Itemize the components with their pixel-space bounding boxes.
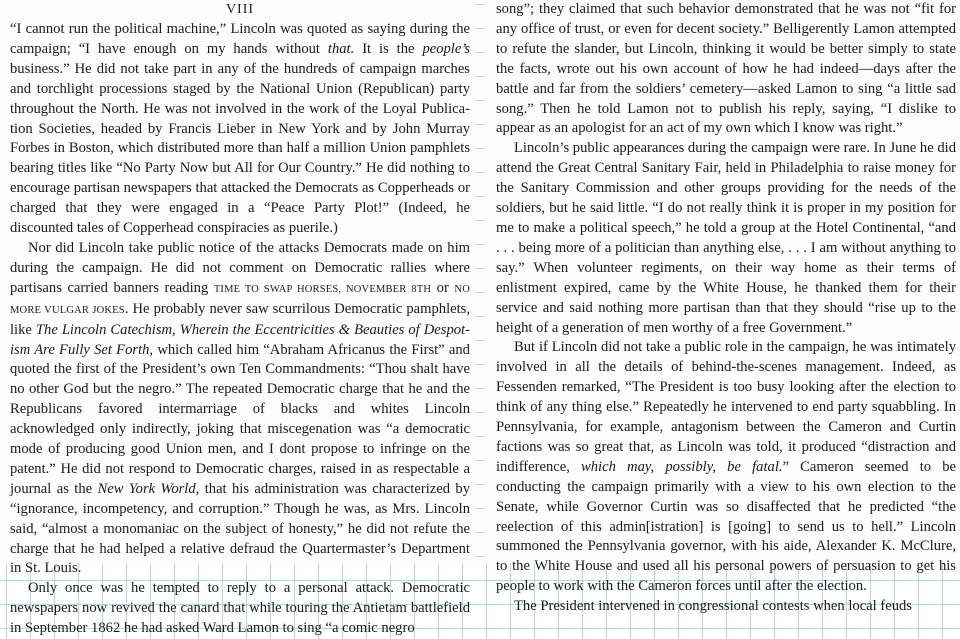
- text-span: Lincoln’s public appearances during the campaign were rare. In June he did attend the Great Central Sanitary Fair, held in Philadelphia to raise money for the Sanitary Commission and other groups providing for the needs of the soldiers, but he said little. “I do not really think it is proper in my position for me to make a political speech,” he told a group at the Hotel Continental, “and . . . being more of a politician than anything else, . . . I am without anything to say.” When volunteer regiments, on their way home as their terms of enlistment expired, came by the White House, he thanked them for their service and said nothing more partisan than that they should “rise up to the height of a generation of men worthy of a free Government.”: [496, 140, 956, 336]
- paragraph-4-right: [496, 597, 956, 617]
- text-span: “I cannot run the political machine,” Lincoln was quoted as saying during the campaign; “I have enough on my hands without: [10, 21, 470, 57]
- text-span: ” Cameron seemed to be conducting the campaign primarily with a view to his own election to the Senate, while Governor Curtin was so disaffected that he predicted “the reelection of this admin[istration] is [going] to send us to hell.” Lincoln summoned the Pennsylvania governor, with his aide, Alexander K. McClure, to the White House and used all his personal powers of persuasion to get his people to work with the Cameron forces until after the election.: [496, 458, 957, 595]
- paragraph-2-left: [10, 239, 470, 579]
- text-span: or: [431, 279, 455, 296]
- italic-text: which may, possibly, be fatal.: [581, 458, 783, 475]
- small-caps-text: TIME TO SWAP HORSES, NOVEMBER 8TH: [213, 283, 432, 295]
- page-header: VIII: [225, 2, 255, 17]
- italic-text: The Lincoln Catechism, Wherein the Eccentricities & Beauties of Despotism Are Fully Set Forth,: [10, 321, 470, 358]
- text-span: song”; they claimed that such behavior demonstrated that he was not “fit for any office of trust, or even for decent society.” Belligerently Lamon attempted to refute the slander, but Lincoln, thinking it would be better simply to state the facts, wrote out his own account of how he had indeed—days after the battle and far from the soldiers’ cemetery—asked Lamon to sing “a little sad song.” Then he told Lamon not to publish his reply, saying, “I dislike to appear as an apologist for an act of my own which I know was right.”: [496, 1, 956, 137]
- paragraph-2-right: [496, 139, 956, 338]
- italic-text: that.: [327, 40, 355, 57]
- text-span: business.” He did not take part in any of the hundreds of campaign marches and torchlight processions staged by the National Union (Republican) party throughout the North. He was not involved in the work of the Loyal Publication Societies, headed by Francis Lieber in New York and by John Murray Forbes in Boston, which distributed more than half a million Union pamphlets bearing titles like “No Party Now but All for Our Country.” He did nothing to encourage partisan newspapers that attacked the Democrats as Copperheads or charged that they were engaged in a “Peace Party Plot!” (Indeed, he discounted tales of Copperhead conspiracies as puerile.): [10, 60, 470, 237]
- italic-text: New York World,: [97, 480, 200, 497]
- paragraph-1-right: [496, 0, 956, 139]
- text-span: But if Lincoln did not take a public role in the campaign, he was intimately involved in all the details of behind-the-scenes management. Indeed, as Fessenden remarked, “The President is too busy looking after the election to think of any thing else.” Repeatedly he intervened to end party squabbling. In Pennsylvania, for example, antagonism between the Cameron and Curtin factions was so great that, as Lincoln was told, it produced “distraction and indifference,: [496, 339, 956, 475]
- text-span: It is the: [354, 40, 423, 57]
- text-span: that his administration was characterized by “ignorance, incompetency, and corruption.” Though he was, as Mrs. Lincoln said, “almost a monomaniac on the subject of honesty,” he did not refute the charge that he had helped a relative defraud the Quartermaster’s Department in St. Louis.: [10, 480, 470, 577]
- text-span: The President intervened in congressional contests when local feuds: [514, 598, 912, 615]
- paragraph-3-left: [10, 579, 470, 639]
- text-span: . He probably never saw scurrilous Democratic pamphlets, like: [10, 300, 470, 338]
- left-column: [0, 0, 476, 637]
- text-span: which called him “Abraham Africanus the First” and quoted the first of the President’s own Ten Commandments: “Thou shalt have no other God but the negro.” The repeated Democratic charge that he and the Republicans favored intermarriage of blacks and whites Lincoln acknowledged only indirectly, joking that miscegenation was “a democratic mode of producing good Union men, and I dont propose to infringe on the patent.” He did not respond to Democratic charges, raised in as respectable a journal as the: [10, 341, 470, 497]
- small-caps-text: NO MORE VULGAR JOKES: [10, 283, 470, 316]
- paragraph-3-right: [496, 338, 956, 597]
- paragraph-1-left: [10, 20, 470, 239]
- italic-text: people’s: [422, 40, 470, 57]
- column-gutter: [476, 0, 484, 563]
- text-span: Nor did Lincoln take public notice of the attacks Democrats made on him during the campaign. He did not comment on Democratic rallies where partisans carried banners reading: [10, 239, 470, 296]
- right-column: [484, 0, 960, 615]
- text-span: Only once was he tempted to reply to a personal attack. Democratic newspapers now revived the canard that while touring the Antietam battlefield in September 1862 he had asked Ward Lamon to sing “a comic negro: [10, 580, 470, 637]
